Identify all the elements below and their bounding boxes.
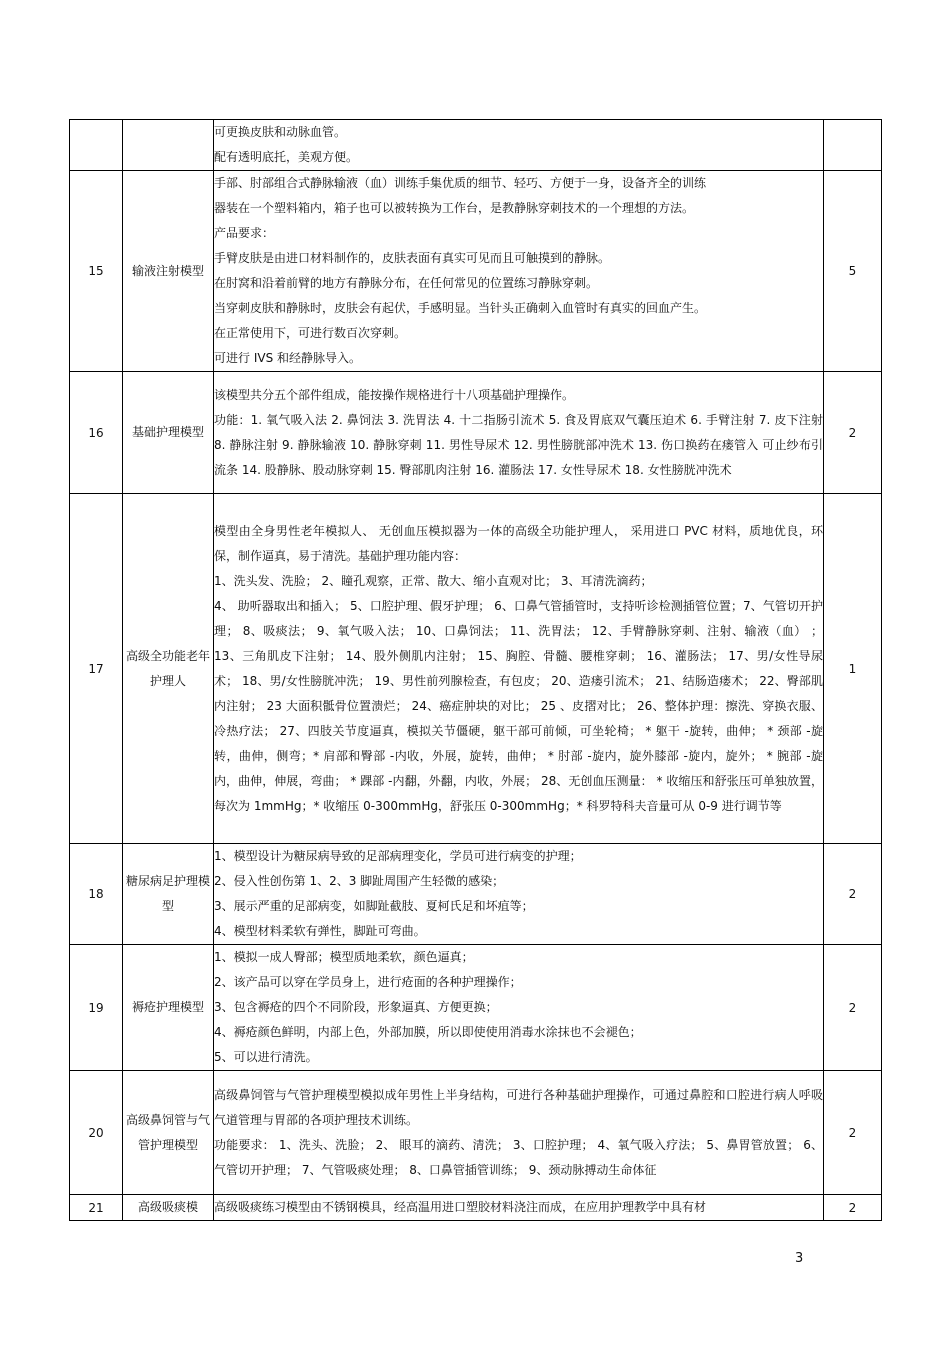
item-quantity: 2 (824, 945, 882, 1071)
description-line: 4、 助听器取出和插入； 5、口腔护理、假牙护理； 6、口鼻气管插管时，支持听诊检测插管位置；7、气管切开护理； 8、吸痰法； 9、氧气吸入法； 10、口鼻饲法； 11、洗胃法； 12、手臂静脉穿刺、注射、输液（血） ；13、三角肌皮下注射； 14、股外侧肌内注射； 15、胸腔、骨髓、腰椎穿刺； 16、灌肠法； 17、男/女性导尿术； 18、男/女性膀胱冲洗； 19、男性前列腺检查，有包皮； 20、造瘘引流术； 21、结肠造瘘术； 22、臀部肌内注射； 23 大面积骶骨位置溃烂； 24、癌症肿块的对比； 25 、皮摺对比； 26、整体护理：擦洗、穿换衣服、冷热疗法； 27、四肢关节度逼真，模拟关节僵硬，躯干部可前倾，可坐轮椅； * 躯干 -旋转，曲伸； * 颈部 -旋转，曲伸，侧弯；* 肩部和臀部 -内收，外展，旋转，曲伸； * 肘部 -旋内，旋外膝部 -旋内，旋外； * 腕部 -旋内，曲伸，伸展，弯曲； * 踝部 -内翻，外翻，内收，外展； 28、无创血压测量： * 收缩压和舒张压可单独放置，每次为 1mmHg；* 收缩压 0-300mmHg，舒张压 0-300mmHg；* 科罗特科夫音量可从 0-9 进行调节等 (214, 598, 823, 813)
item-description (214, 494, 824, 844)
item-name: 高级吸痰模 (123, 1195, 214, 1221)
item-number: 17 (70, 494, 123, 844)
description-line: 模型由全身男性老年模拟人、 无创血压模拟器为一体的高级全功能护理人， 采用进口 PVC 材料，质地优良，环保，制作逼真，易于清洗。基础护理功能内容： (214, 523, 823, 563)
item-quantity: 2 (824, 1195, 882, 1221)
description-line: 5、可以进行清洗。 (214, 1050, 318, 1064)
description-line: 3、展示严重的足部病变，如脚趾截肢、夏柯氏足和坏疽等； (214, 899, 534, 913)
description-line: 在肘窝和沿着前臂的地方有静脉分布，在任何常见的位置练习静脉穿刺。 (214, 276, 599, 290)
description-line: 3、包含褥疮的四个不同阶段，形象逼真、方便更换； (214, 1000, 498, 1014)
item-name (123, 120, 214, 171)
item-description (214, 171, 824, 372)
page-number: 3 (795, 1251, 804, 1266)
table-row (70, 844, 882, 945)
description-line: 1、模拟一成人臀部；模型质地柔软，颜色逼真； (214, 950, 474, 964)
description-line: 2、侵入性创伤第 1、2、3 脚趾周围产生轻微的感染； (214, 874, 505, 888)
item-quantity: 1 (824, 494, 882, 844)
description-line: 功能要求： 1、洗头、洗脸； 2、 眼耳的滴药、清洗； 3、口腔护理； 4、氧气吸入疗法； 5、鼻胃管放置； 6、气管切开护理； 7、气管吸痰处理； 8、口鼻管插管训练； 9、颈动脉搏动生命体征 (214, 1137, 823, 1177)
item-description (214, 945, 824, 1071)
item-number: 20 (70, 1071, 123, 1195)
description-line: 2、该产品可以穿在学员身上，进行疮面的各种护理操作； (214, 975, 522, 989)
item-description (214, 844, 824, 945)
spec-table-body (70, 120, 882, 1221)
table-row (70, 171, 882, 372)
item-description (214, 372, 824, 494)
item-quantity: 5 (824, 171, 882, 372)
description-line: 高级鼻饲管与气管护理模型模拟成年男性上半身结构，可进行各种基础护理操作，可通过鼻腔和口腔进行病人呼吸气道管理与胃部的各项护理技术训练。 (214, 1087, 823, 1127)
item-name: 基础护理模型 (123, 372, 214, 494)
item-number: 16 (70, 372, 123, 494)
item-number: 18 (70, 844, 123, 945)
description-line: 该模型共分五个部件组成，能按操作规格进行十八项基础护理操作。 (214, 387, 575, 402)
item-number: 15 (70, 171, 123, 372)
item-name: 输液注射模型 (123, 171, 214, 372)
table-row (70, 945, 882, 1071)
description-line: 高级吸痰练习模型由不锈钢模具，经高温用进口塑胶材料浇注而成，在应用护理教学中具有材 (214, 1200, 707, 1214)
description-line: 1、模型设计为糖尿病导致的足部病理变化，学员可进行病变的护理； (214, 849, 582, 863)
equipment-spec-table (69, 119, 882, 1221)
description-line: 可进行 IVS 和经静脉导入。 (214, 351, 361, 365)
description-line: 可更换皮肤和动脉血管。 (214, 125, 347, 139)
item-name: 糖尿病足护理模型 (123, 844, 214, 945)
item-description (214, 1071, 824, 1195)
item-quantity (824, 120, 882, 171)
item-number (70, 120, 123, 171)
table-row (70, 494, 882, 844)
item-number: 19 (70, 945, 123, 1071)
table-row (70, 372, 882, 494)
table-row (70, 120, 882, 171)
description-line: 手部、肘部组合式静脉输液（血）训练手集优质的细节、轻巧、方便于一身，设备齐全的训练 (214, 176, 707, 190)
item-name: 高级全功能老年护理人 (123, 494, 214, 844)
item-quantity: 2 (824, 1071, 882, 1195)
description-line: 配有透明底托，美观方便。 (214, 150, 359, 164)
item-quantity: 2 (824, 844, 882, 945)
description-line: 4、模型材料柔软有弹性，脚趾可弯曲。 (214, 924, 426, 938)
description-line: 4、褥疮颜色鲜明，内部上色，外部加膜，所以即使使用消毒水涂抹也不会褪色； (214, 1025, 642, 1039)
description-line: 1、洗头发、洗脸； 2、瞳孔观察，正常、散大、缩小直观对比； 3、耳清洗滴药； (214, 573, 653, 588)
description-line: 产品要求： (214, 226, 275, 240)
description-line: 手臂皮肤是由进口材料制作的，皮肤表面有真实可见而且可触摸到的静脉。 (214, 251, 611, 265)
description-line: 在正常使用下，可进行数百次穿刺。 (214, 326, 407, 340)
item-name: 褥疮护理模型 (123, 945, 214, 1071)
item-number: 21 (70, 1195, 123, 1221)
item-quantity: 2 (824, 372, 882, 494)
item-description (214, 1195, 824, 1221)
item-description (214, 120, 824, 171)
table-row (70, 1195, 882, 1221)
description-line: 功能：1. 氧气吸入法 2. 鼻饲法 3. 洗胃法 4. 十二指肠引流术 5. 食及胃底双气囊压迫术 6. 手臂注射 7. 皮下注射 8. 静脉注射 9. 静脉输液 10. 静脉穿刺 11. 男性导尿术 12. 男性膀胱部冲洗术 13. 伤口换药在瘘管入 可止纱布引流条 14. 股静脉、股动脉穿刺 15. 臀部肌肉注射 16. 灌肠法 17. 女性导尿术 18. 女性膀胱冲洗术 (214, 412, 823, 477)
item-name: 高级鼻饲管与气管护理模型 (123, 1071, 214, 1195)
description-line: 当穿刺皮肤和静脉时，皮肤会有起伏，手感明显。当针头正确刺入血管时有真实的回血产生。 (214, 301, 707, 315)
description-line: 器装在一个塑料箱内，箱子也可以被转换为工作台，是教静脉穿刺技术的一个理想的方法。 (214, 201, 695, 215)
table-row (70, 1071, 882, 1195)
